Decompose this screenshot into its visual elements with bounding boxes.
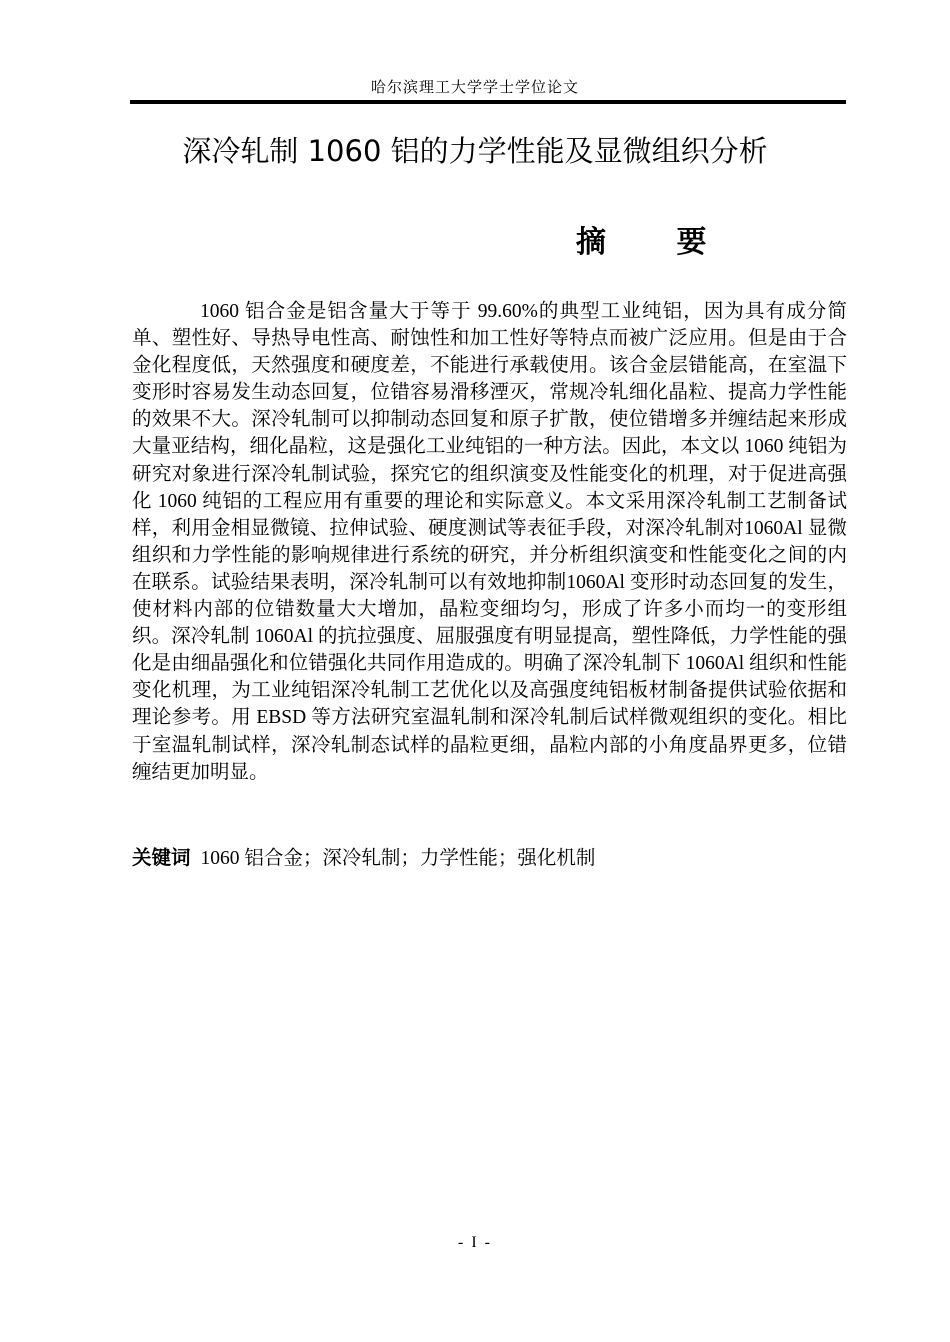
thesis-title: 深冷轧制 1060 铝的力学性能及显微组织分析 (182, 134, 768, 168)
page-number: - I - (458, 1234, 492, 1251)
keywords-label: 关键词 (132, 846, 191, 869)
abstract-body: 1060 铝合金是铝含量大于等于 99.60%的典型工业纯铝，因为具有成分简单、塑性好、导热导电性高、耐蚀性和加工性好等特点而被广泛应用。但是由于合金化程度低，天然强度和硬度差，不能进行承载使用。该合金层错能高，在室温下变形时容易发生动态回复，位错容易滑移湮灭，常规冷轧细化晶粒、提高力学性能的效果不大。深冷轧制可以抑制动态回复和原子扩散，使位错增多并缠结起来形成大量亚结构，细化晶粒，这是强化工业纯铝的一种方法。因此，本文以 1060 纯铝为研究对象进行深冷轧制试验，探究它的组织演变及性能变化的机理，对于促进高强化 1060 纯铝的工程应用有重要的理论和实际意义。本文采用深冷轧制工艺制备试样，利用金相显微镜、拉伸试验、硬度测试等表征手段，对深冷轧制对1060Al 显微组织和力学性能的影响规律进行系统的研究，并分析组织演变和性能变化之间的内在联系。试验结果表明，深冷轧制可以有效地抑制1060Al 变形时动态回复的发生，使材料内部的位错数量大大增加，晶粒变细均匀，形成了许多小而均一的变形组织。深冷轧制 1060Al 的抗拉强度、屈服强度有明显提高，塑性降低，力学性能的强化是由细晶强化和位错强化共同作用造成的。明确了深冷轧制下 1060Al 组织和性能变化机理，为工业纯铝深冷轧制工艺优化以及高强度纯铝板材制备提供试验依据和理论参考。用 EBSD 等方法研究室温轧制和深冷轧制后试样微观组织的变化。相比于室温轧制试样，深冷轧制态试样的晶粒更细，晶粒内部的小角度晶界更多，位错缠结更加明显。 (132, 301, 847, 783)
keywords (132, 844, 847, 872)
header-rule (130, 100, 846, 104)
running-header: 哈尔滨理工大学学士学位论文 (370, 80, 579, 96)
keywords-text: 1060 铝合金；深冷轧制；力学性能；强化机制 (200, 848, 596, 869)
abstract-heading: 摘 要 (576, 225, 737, 260)
